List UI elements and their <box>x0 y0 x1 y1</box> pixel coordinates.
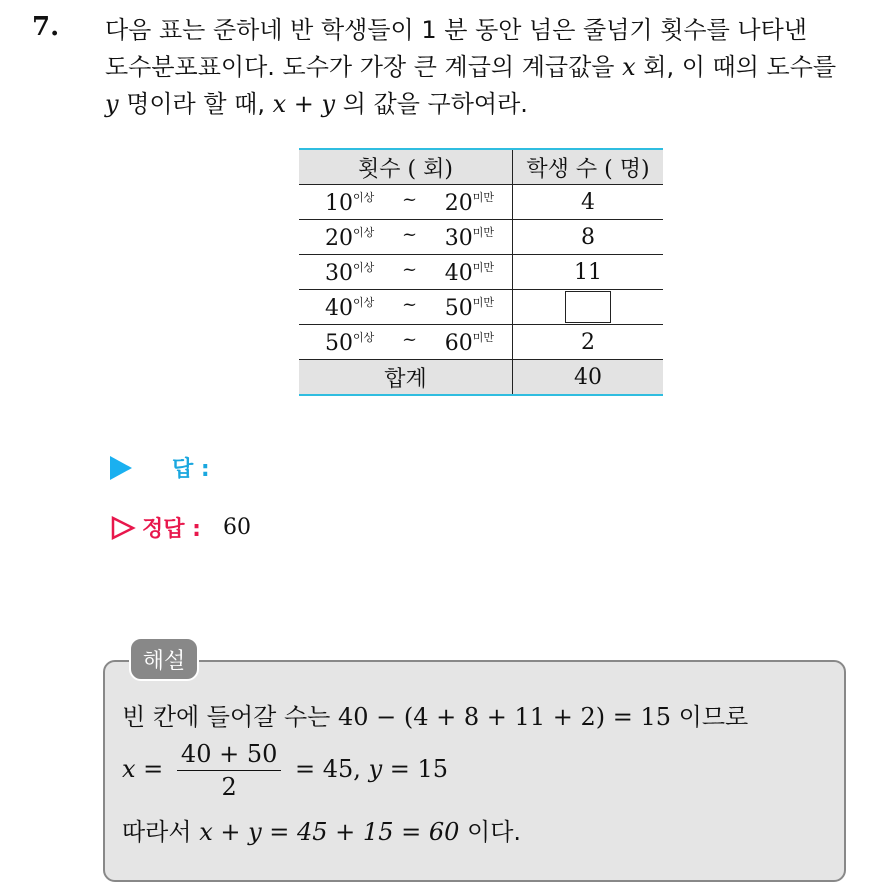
answer-row <box>110 452 210 483</box>
fraction: $\frac{40 + 50}{2}$ <box>177 738 281 803</box>
question-line-2: 도수분포표이다. 도수가 가장 큰 계급의 계급값을 x 회, 이 때의 도수를 <box>105 53 837 81</box>
question-text <box>105 12 875 123</box>
header-count-range: 횟수 ( 회) <box>299 149 513 185</box>
total-row <box>299 360 663 396</box>
answer-label: 답 : <box>172 457 210 482</box>
cell-count: 8 <box>513 220 664 255</box>
correct-answer-row <box>110 512 251 543</box>
table-row: $40^{이상}$ ~ $50^{미만}$ <box>299 290 663 325</box>
solution-line-1: 빈 칸에 들어갈 수는 40 − (4 + 8 + 11 + 2) = 15 이므로 <box>122 703 749 731</box>
question-number: 7. <box>32 12 60 42</box>
correct-value: 60 <box>222 515 251 540</box>
total-label: 합계 <box>299 360 513 396</box>
question-line-3: y 명이라 할 때, x + y 의 값을 구하여라. <box>105 90 528 118</box>
question-line-1: 다음 표는 준하네 반 학생들이 1 분 동안 넘은 줄넘기 횟수를 나타낸 <box>105 16 807 44</box>
solution-tab: 해설 <box>129 637 199 681</box>
cell-count: 11 <box>513 255 664 290</box>
solution-line-2: x = $\frac{40 + 50}{2}$ = 45, y = 15 <box>122 740 449 801</box>
blank-box <box>565 291 611 323</box>
table-row: $30^{이상}$ ~ $40^{미만}$ 11 <box>299 255 663 290</box>
total-value: 40 <box>513 360 664 396</box>
table-row: $50^{이상}$ ~ $60^{미만}$ 2 <box>299 325 663 360</box>
correct-label: 정답 : <box>142 517 201 542</box>
solution-line-3: 따라서 x + y = 45 + 15 = 60 이다. <box>122 818 522 846</box>
blank-cell <box>513 290 664 325</box>
frequency-table <box>299 148 663 396</box>
cell-count: 2 <box>513 325 664 360</box>
table-row: $20^{이상}$ ~ $30^{미만}$ 8 <box>299 220 663 255</box>
header-students: 학생 수 ( 명) <box>513 149 664 185</box>
outline-triangle-icon <box>110 515 136 541</box>
cell-count: 4 <box>513 185 664 220</box>
table-row: $10^{이상}$ ~ $20^{미만}$ 4 <box>299 185 663 220</box>
play-triangle-icon <box>110 456 132 480</box>
